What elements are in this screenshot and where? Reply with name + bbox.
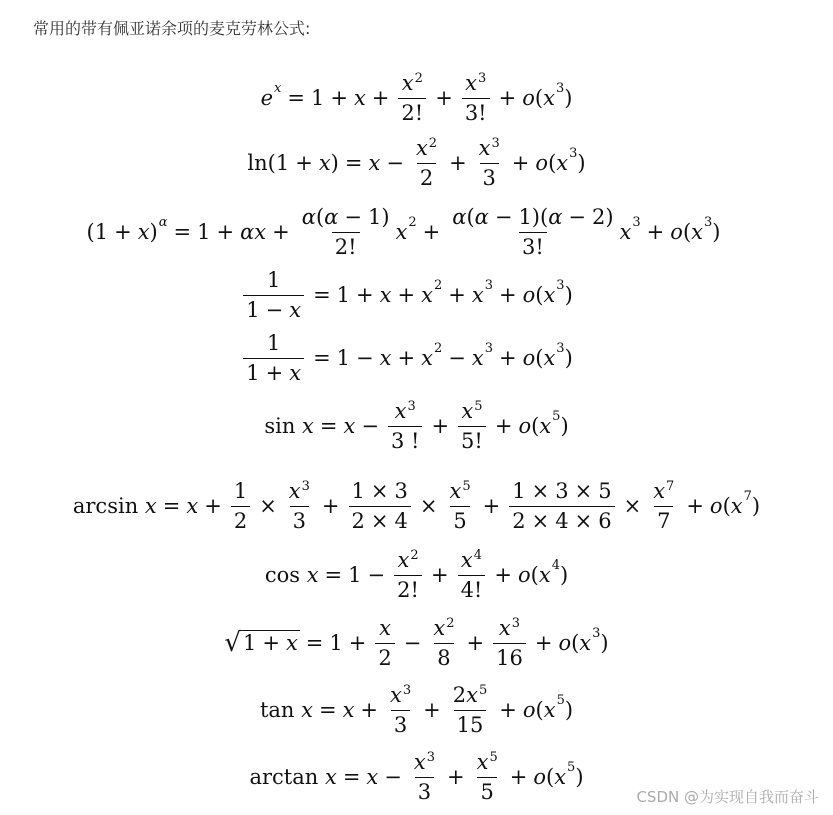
formula-sqrt: √ 1 + x = 1 + $\frac{x}{2}$ − $\frac{x^2}{8}$ + $\frac{x^3}{16}$ + o ( x 3 ): [224, 616, 609, 670]
intro-text: 常用的带有佩亚诺余项的麦克劳林公式:: [33, 19, 311, 38]
sqrt-sign: √ 1 + x: [224, 628, 298, 659]
formula-ln: ln (1 + x ) = x − $\frac{x^2}{2}$ + $\frac{x^3}{3}$ + o ( x 3 ): [247, 136, 586, 190]
formula-cos: cos x = 1 − $\frac{x^2}{2!}$ + $\frac{x^4}{4!}$ + o ( x 4 ): [264, 548, 569, 602]
formula-arctan: arctan x = x − $\frac{x^3}{3}$ + $\frac{x^5}{5}$ + o ( x 5 ): [249, 750, 584, 804]
formula-geometric-minus: $\frac{1}{1 - x}$ = 1 + x + x 2 + x 3 + o ( x 3 ): [0, 265, 823, 325]
formula-binomial: (1 + x ) α = 1 + αx + $\frac{\alpha(\alpha - 1)}{2!}$ x 2 + $\frac{\alpha(\alpha - 1)(\alpha - 2)}{3!}$ x 3 + o ( x 3 ): [86, 205, 721, 259]
watermark: CSDN @为实现自我而奋斗: [636, 788, 819, 806]
formula-arcsin: arcsin x = x + $\frac{1}{2}$ × $\frac{x^3}{3}$ + $\frac{1 \times 3}{2 \times 4}$ × $\frac{x^5}{5}$ + $\frac{1 \times 3 \times 5}{2 \times 4 \times 6}$ × $\frac{x^7}{7}$ + o ( x 7 ): [72, 479, 761, 533]
formula-exp: e x = 1 + x + $\frac{x^2}{2!}$ + $\frac{x^3}{3!}$ + o ( x 3 ): [260, 71, 573, 125]
formula-sin: sin x = x − $\frac{x^3}{3 !}$ + $\frac{x^5}{5!}$ + o ( x 5 ): [264, 399, 569, 453]
formula-tan: tan x = x + $\frac{x^3}{3}$ + $\frac{2x^5}{15}$ + o ( x 5 ): [259, 683, 574, 737]
formula-geometric-plus: $\frac{1}{1 + x}$ = 1 − x + x 2 − x 3 + o ( x 3 ): [0, 328, 823, 388]
